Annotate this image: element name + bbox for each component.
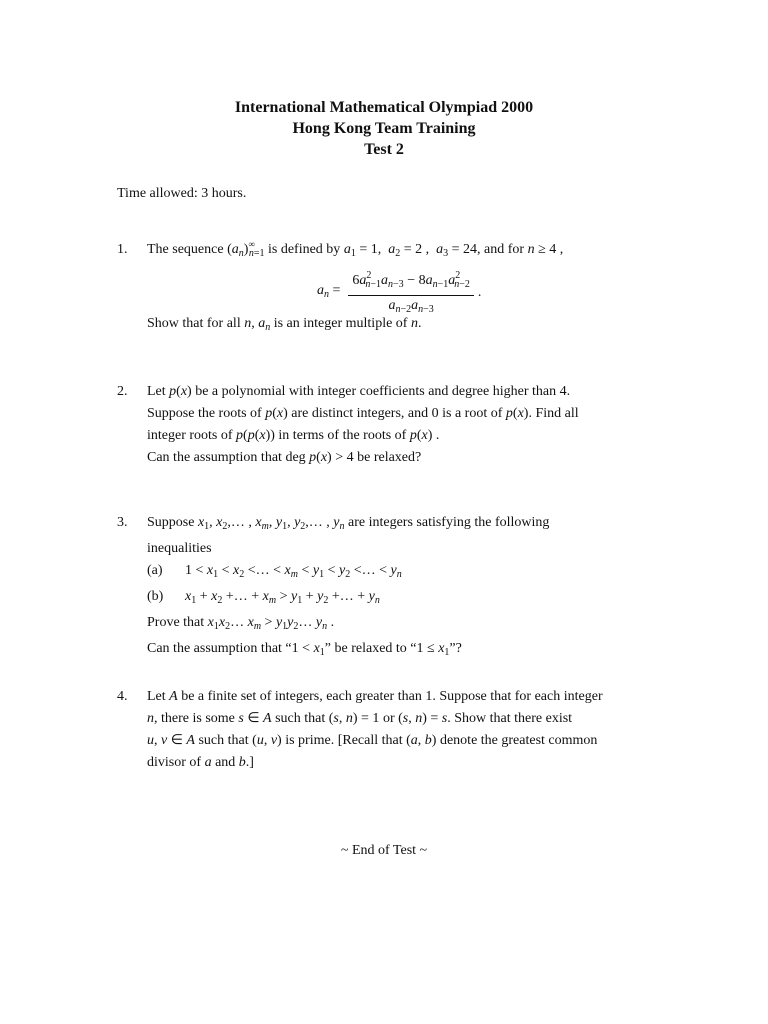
math-expression: (s, n) = 1 — [328, 711, 380, 726]
problem-text: inequalities — [147, 541, 212, 556]
problem-text: are distinct integers, and 0 is a root of — [291, 406, 503, 421]
problem-text: , and for — [477, 242, 525, 257]
math-expression: p(x) — [169, 384, 192, 399]
problem-number: 1. — [117, 242, 128, 257]
math-expression: $x_1$, $x_2,\dots$ , $x_m$, $y_1$, $y_2,\dots$ , $y_n$ — [197, 515, 345, 532]
math-expression: u, v ∈ A — [147, 733, 195, 748]
math-expression: p(x) — [265, 406, 288, 421]
problem-text: integer roots of — [147, 428, 233, 443]
math-expression: $a_n$ — [258, 316, 271, 333]
math-expression: A — [169, 689, 178, 704]
math-expression: n — [244, 316, 252, 331]
math-expression: n — [147, 711, 154, 726]
problem-text: , there is some — [154, 711, 235, 726]
math-expression: deg p(x) > 4 — [285, 450, 354, 465]
problem-text: be a polynomial with integer coefficients and degree higher than 4. — [195, 384, 571, 399]
math-expression: s ∈ A — [238, 711, 272, 726]
time-allowed: Time allowed: 3 hours. — [117, 186, 247, 201]
problem-number: 2. — [117, 384, 128, 399]
title-line-3: Test 2 — [364, 141, 404, 158]
problem-text: Can the assumption that — [147, 450, 282, 465]
problem-text: is prime. [Recall that — [285, 733, 403, 748]
math-expression: $x_1x_2\dots$ $x_m$ > $y_1y_2\dots$ $y_n$ . — [207, 615, 335, 632]
title-line-1: International Mathematical Olympiad 2000 — [234, 99, 534, 116]
problem-text: ”? — [449, 641, 462, 656]
math-expression: $(a_n)^\infty_{n=1}$ — [227, 239, 265, 259]
problem-text: divisor of — [147, 755, 202, 770]
problem-text: .] — [245, 755, 254, 770]
problem-text: Show that for all — [147, 316, 241, 331]
end-of-test: ~ End of Test ~ — [340, 843, 428, 858]
part-label: (a) — [147, 563, 163, 578]
math-expression: (a, b) — [406, 733, 437, 748]
problem-text: such that — [198, 733, 249, 748]
problem-text: Suppose the roots of — [147, 406, 262, 421]
problem-text: Can the assumption that “ — [147, 641, 292, 656]
math-expression: $1 \le x_1$ — [416, 641, 450, 658]
problem-text: denote the greatest common — [439, 733, 598, 748]
test-page: International Mathematical Olympiad 2000 Hong Kong Team Training Test 2 Time allowed: 3 hours. 1. The sequence $(a_n)^\infty_{n=1}$ is defined by $a_1 = 1$, $a_2 = 2$ , $a_3 = 24$, and for n ≥ 4 , $a_n$ = $\frac{6a^2_{n-1}a_{n-3} - 8a_{n-1}a^2_{n-2}}{a_{n-2}a_{n-3}}$ . Show that for all n, $a_n$ is an integer multiple of n. 2. Let p(x) be a polynomial with integer coefficients and degree higher than 4. Suppose the roots of p(x) are distinct integers, and 0 is a root of p(x). Find all integer roots of p(p(x)) in terms of the roots of p(x) . Can the assumption that deg p(x) > 4 be relaxed? 3. Suppose $x_1$, $x_2,\dots$ , $x_m$, $y_1$, $y_2,\dots$ , $y_n$ are integers satisfying the following inequalities (a) $1 < x_1 < x_2$ <… < $x_m < y_1 < y_2$ <… < $y_n$ (b) $x_1 + x_2$ +… + $x_m > y_1 + y_2$ +… + $y_n$ Prove that $x_1x_2\dots$ $x_m$ > $y_1y_2\dots$ $y_n$ . Can the assumption that “$1 < x_1$” be relaxed to “$1 \le x_1$”? 4. Let A be a finite set of integers, each greater than 1. Suppose that for each integer n, there is some s ∈ A such that (s, n) = 1 or (s, n) = s. Show that there exist u, v ∈ A such that (u, v) is prime. [Recall that (a, b) denote the greatest common divisor of a and b.] ~ End of Test ~ — [0, 0, 768, 1024]
problem-text: ” be relaxed to “ — [324, 641, 417, 656]
problem-text: Prove that — [147, 615, 205, 630]
problem-number: 4. — [117, 689, 128, 704]
problem-number: 3. — [117, 515, 128, 530]
math-expression: (s, n) = s — [398, 711, 448, 726]
problem-text: is defined by — [267, 242, 341, 257]
math-expression: b — [238, 755, 246, 770]
math-expression: p(x) . — [409, 428, 440, 443]
problem-text: . Find all — [528, 406, 579, 421]
title-line-2: Hong Kong Team Training — [292, 120, 476, 137]
problem-text: is an integer multiple of — [273, 316, 408, 331]
problem-text: be relaxed? — [357, 450, 422, 465]
math-expression: (u, v) — [252, 733, 282, 748]
part-label: (b) — [147, 589, 164, 604]
problem-text: are integers satisfying the following — [348, 515, 550, 530]
math-expression: $a_1 = 1$, $a_2 = 2$ , $a_3 = 24$ — [343, 242, 478, 259]
math-expression: $1 < x_1 < x_2$ <… < $x_m < y_1 < y_2$ <… < $y_n$ — [185, 563, 402, 580]
math-expression: n — [410, 316, 418, 331]
problem-text: Let — [147, 384, 166, 399]
problem-text: in terms of the roots of — [278, 428, 407, 443]
math-expression: $1 < x_1$ — [291, 641, 325, 658]
problem-text: Let — [147, 689, 166, 704]
problem-text: Suppose — [147, 515, 195, 530]
math-expression: a — [204, 755, 212, 770]
problem-text: such that — [275, 711, 326, 726]
title-block — [0, 97, 768, 160]
problem-text: or — [382, 711, 395, 726]
math-expression: p(x) — [505, 406, 529, 421]
math-expression: p(p(x)) — [236, 428, 275, 443]
math-expression: n ≥ 4 , — [527, 242, 564, 257]
problem-text: and — [215, 755, 236, 770]
problem-text: . Show that there exist — [447, 711, 573, 726]
recurrence-formula: $a_n$ = $\frac{6a^2_{n-1}a_{n-3} - 8a_{n-1}a^2_{n-2}}{a_{n-2}a_{n-3}}$ . — [147, 265, 677, 313]
math-expression: $x_1 + x_2$ +… + $x_m > y_1 + y_2$ +… + $y_n$ — [185, 589, 380, 606]
problem-text: The sequence — [147, 242, 224, 257]
problem-text: be a finite set of integers, each greater than 1. Suppose that for each integer — [181, 689, 603, 704]
